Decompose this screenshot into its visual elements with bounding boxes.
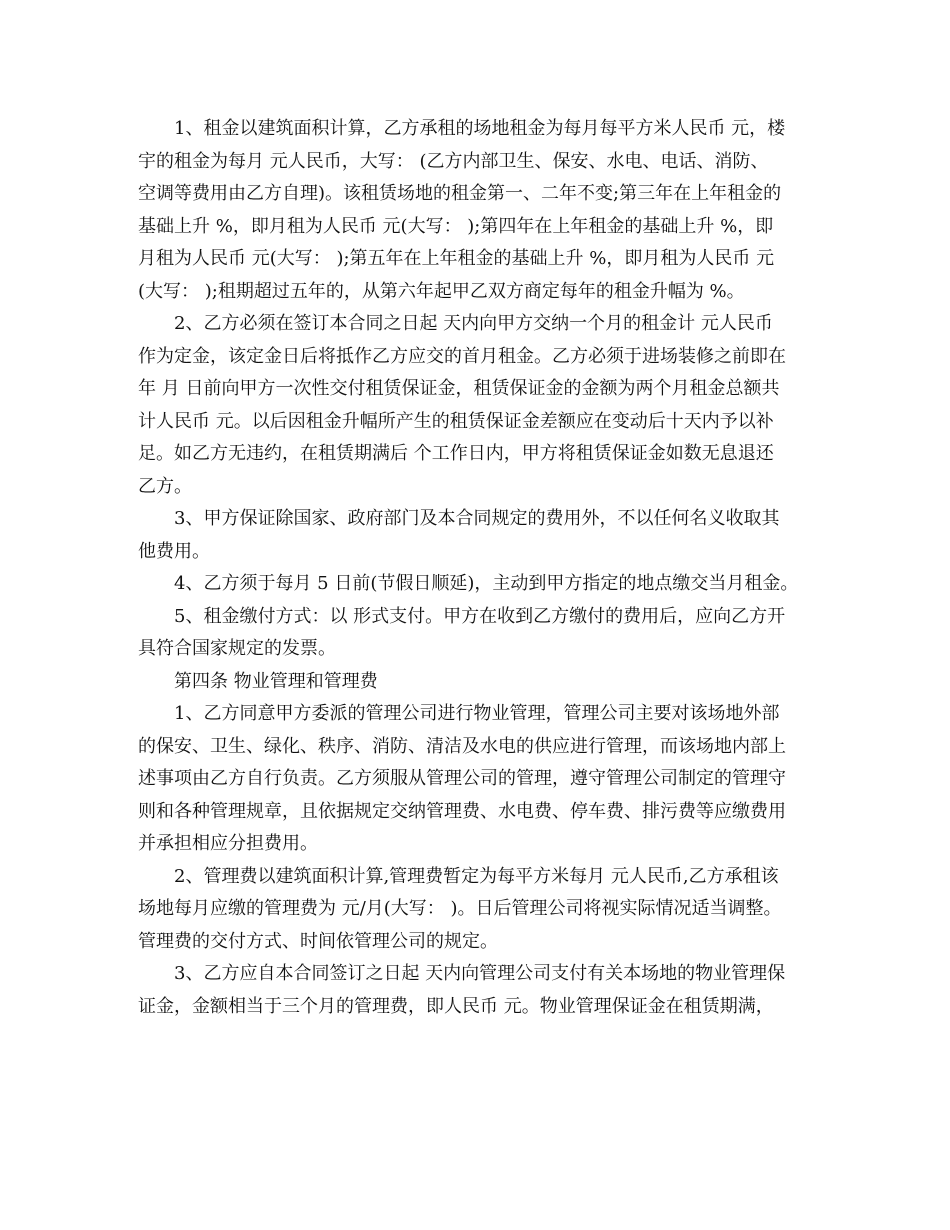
text-line: 1、租金以建筑面积计算，乙方承租的场地租金为每月每平方米人民币 元，楼 <box>174 118 786 139</box>
text-line: 管理费的交付方式、时间依管理公司的规定。 <box>138 930 498 952</box>
text-line: 作为定金，该定金日后将抵作乙方应交的首月租金。乙方必须于进场装修之前即在 <box>138 345 786 367</box>
clause-paragraph-payment-date <box>138 568 818 601</box>
text-line: 计人民币 元。以后因租金升幅所产生的租赁保证金差额应在变动后十天内予以补 <box>138 410 774 432</box>
text-line: 5、租金缴付方式：以 形式支付。甲方在收到乙方缴付的费用后，应向乙方开 <box>174 605 786 627</box>
text-line: 宇的租金为每月 元人民币，大写： (乙方内部卫生、保安、水电、电话、消防、 <box>138 150 769 172</box>
text-line: 1、乙方同意甲方委派的管理公司进行物业管理，管理公司主要对该场地外部 <box>174 703 780 724</box>
text-line: 2、乙方必须在签订本合同之日起 天内向甲方交纳一个月的租金计 元人民币 <box>174 313 773 334</box>
text-line: 基础上升 %，即月租为人民币 元(大写： );第四年在上年租金的基础上升 %，即 <box>138 215 774 237</box>
text-line: 月租为人民币 元(大写： );第五年在上年租金的基础上升 %，即月租为人民币 元 <box>138 248 775 269</box>
clause-paragraph-management-deposit <box>138 958 818 1023</box>
text-line: 则和各种管理规章，且依据规定交纳管理费、水电费、停车费、排污费等应缴费用 <box>138 800 786 822</box>
clause-paragraph-payment-method <box>138 601 818 666</box>
text-line: 述事项由乙方自行负责。乙方须服从管理公司的管理，遵守管理公司制定的管理守 <box>138 768 786 789</box>
text-line: 2、管理费以建筑面积计算,管理费暂定为每平方米每月 元人民币,乙方承租该 <box>174 865 779 887</box>
text-line: 乙方。 <box>138 475 192 497</box>
text-line: 年 月 日前向甲方一次性交付租赁保证金，租赁保证金的金额为两个月租金总额共 <box>138 378 780 399</box>
text-line: 证金，金额相当于三个月的管理费，即人民币 元。物业管理保证金在租赁期满， <box>138 995 774 1017</box>
clause-paragraph-management-fee <box>138 861 818 959</box>
text-line: 4、乙方须于每月 5 日前(节假日顺延)，主动到甲方指定的地点缴交当月租金。 <box>174 573 799 594</box>
document-body <box>138 113 818 1023</box>
text-line: (大写： );租期超过五年的，从第六年起甲乙双方商定每年的租金升幅为 %。 <box>138 280 745 302</box>
text-line: 空调等费用由乙方自理)。该租赁场地的租金第一、二年不变;第三年在上年租金的 <box>138 183 782 204</box>
clause-paragraph-property-management <box>138 698 818 861</box>
text-line: 的保安、卫生、绿化、秩序、消防、清洁及水电的供应进行管理，而该场地内部上 <box>138 735 786 757</box>
clause-paragraph-deposit <box>138 308 818 503</box>
section-heading: 第四条 物业管理和管理费 <box>174 670 378 692</box>
text-line: 3、乙方应自本合同签订之日起 天内向管理公司支付有关本场地的物业管理保 <box>174 963 786 984</box>
text-line: 场地每月应缴的管理费为 元/月(大写： )。日后管理公司将视实际情况适当调整。 <box>138 898 782 919</box>
text-line: 具符合国家规定的发票。 <box>138 638 336 659</box>
text-line: 足。如乙方无违约，在租赁期满后 个工作日内，甲方将租赁保证金如数无息退还 <box>138 443 774 464</box>
text-line: 他费用。 <box>138 540 210 562</box>
clause-paragraph-rent-amount <box>138 113 818 308</box>
clause-paragraph-no-other-fees <box>138 503 818 568</box>
text-line: 3、甲方保证除国家、政府部门及本合同规定的费用外，不以任何名义收取其 <box>174 508 780 529</box>
text-line: 并承担相应分担费用。 <box>138 833 318 854</box>
